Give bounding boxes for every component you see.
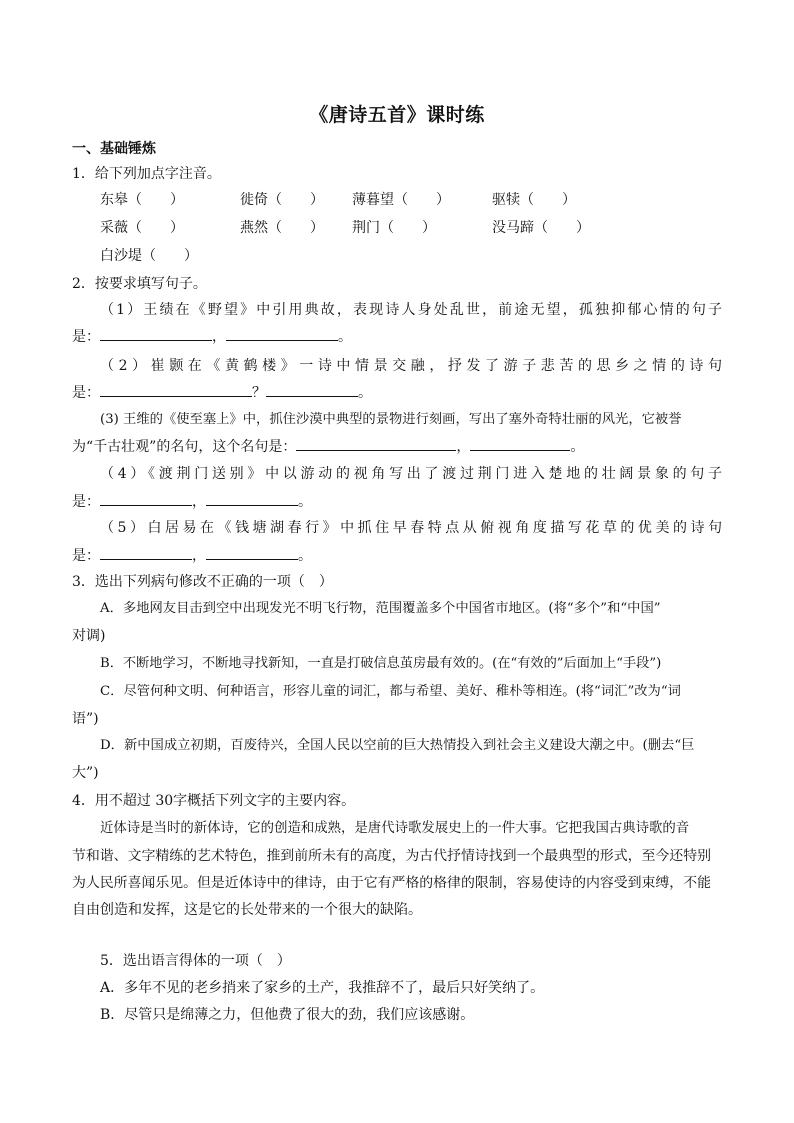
answer-end: 。 xyxy=(358,385,372,401)
answer-blank[interactable] xyxy=(100,492,192,506)
pinyin-item: 荆门（ ） xyxy=(352,220,436,236)
pinyin-item: 薄暮望（ ） xyxy=(352,192,450,208)
answer-prefix: 是： xyxy=(72,385,100,401)
option-d: D．新中国成立初期，百废待兴，全国人民以空前的巨大热情投入到社会主义建设大潮之中。(删去“巨 xyxy=(100,738,695,753)
question-2-sub-1-answer xyxy=(72,327,722,347)
pinyin-item: 白沙堤（ ） xyxy=(100,248,198,264)
passage-line: 自由创造和发挥，这是它的长处带来的一个很大的缺陷。 xyxy=(72,902,422,918)
answer-blank[interactable] xyxy=(206,492,298,506)
option-a: A．多地网友目击到空中出现发光不明飞行物，范围覆盖多个中国省市地区。(将“多个”和“中国” xyxy=(100,601,661,616)
option-a: A．多年不见的老乡捎来了家乡的土产，我推辞不了，最后只好笑纳了。 xyxy=(100,980,545,996)
answer-prefix: 是： xyxy=(72,494,100,510)
answer-separator: ， xyxy=(212,329,226,345)
answer-separator: ， xyxy=(192,494,206,510)
answer-blank[interactable] xyxy=(266,383,358,397)
answer-blank[interactable] xyxy=(226,327,338,341)
pinyin-item: 燕然（ ） xyxy=(240,220,324,236)
answer-blank[interactable] xyxy=(100,546,192,560)
option-a-continued: 对调) xyxy=(72,628,106,644)
answer-end: 。 xyxy=(298,548,312,564)
question-2-stem: 2．按要求填写句子。 xyxy=(72,276,207,292)
question-2-sub-2: （2）崔颢在《黄鹤楼》一诗中情景交融，抒发了游子悲苦的思乡之情的诗句 xyxy=(100,358,722,374)
section-heading: 一、基础锤炼 xyxy=(72,141,156,157)
answer-end: 。 xyxy=(338,329,352,345)
answer-prefix: 是： xyxy=(72,329,100,345)
question-5-stem: 5．选出语言得体的一项（ ） xyxy=(100,953,291,969)
pinyin-item: 徙倚（ ） xyxy=(240,192,324,208)
option-c-continued: 语”) xyxy=(72,711,99,727)
question-2-sub-3: (3) 王维的《使至塞上》中，抓住沙漠中典型的景物进行刻画，写出了塞外奇特壮丽的风光，它被誉 xyxy=(100,412,682,427)
question-3-stem: 3．选出下列病句修改不正确的一项（ ） xyxy=(72,574,333,590)
option-b: B．尽管只是绵薄之力，但他费了很大的劲，我们应该感谢。 xyxy=(100,1007,475,1023)
answer-separator: ， xyxy=(456,439,471,455)
question-2-sub-1: （1）王绩在《野望》中引用典故，表现诗人身处乱世，前途无望，孤独抑郁心情的句子 xyxy=(100,302,722,318)
option-b: B．不断地学习，不断地寻找新知，一直是打破信息茧房最有效的。(在“有效的”后面加上“手段”) xyxy=(100,656,662,671)
question-4-stem: 4．用不超过 30字概括下列文字的主要内容。 xyxy=(72,793,356,809)
answer-prefix: 为“千古壮观”的名句，这个名句是： xyxy=(72,439,297,455)
page-title: 《唐诗五首》课时练 xyxy=(309,104,485,126)
answer-blank[interactable] xyxy=(100,327,212,341)
pinyin-item: 没马蹄（ ） xyxy=(492,220,590,236)
answer-blank[interactable] xyxy=(470,437,570,451)
question-2-sub-2-answer xyxy=(72,383,722,403)
option-d-continued: 大”) xyxy=(72,765,99,781)
question-2-sub-5-answer xyxy=(72,546,722,566)
answer-separator: ， xyxy=(192,548,206,564)
question-1-stem: 1．给下列加点字注音。 xyxy=(72,166,221,182)
answer-end: 。 xyxy=(298,494,312,510)
answer-prefix: 是： xyxy=(72,548,100,564)
answer-blank[interactable] xyxy=(100,383,252,397)
question-2-sub-4-answer xyxy=(72,492,722,512)
question-2-sub-5: （5）白居易在《钱塘湖春行》中抓住早春特点从俯视角度描写花草的优美的诗句 xyxy=(100,520,722,536)
answer-blank[interactable] xyxy=(206,546,298,560)
answer-end: 。 xyxy=(570,439,585,455)
pinyin-item: 驱犊（ ） xyxy=(492,192,576,208)
passage-line: 节和谐、文字精练的艺术特色，推到前所未有的高度，为古代抒情诗找到一个最典型的形式，至今还特别 xyxy=(72,848,711,864)
pinyin-item: 东皋（ ） xyxy=(100,192,184,208)
passage-line: 为人民所喜闻乐见。但是近体诗中的律诗，由于它有严格的格律的限制，容易使诗的内容受到束缚，不能 xyxy=(72,875,711,891)
option-c: C．尽管何种文明、何种语言，形容儿童的词汇，都与希望、美好、稚朴等相连。(将“词汇”改为“词 xyxy=(100,684,681,699)
answer-separator: ？ xyxy=(252,385,266,401)
pinyin-item: 采薇（ ） xyxy=(100,220,184,236)
question-2-sub-3-answer xyxy=(72,437,722,457)
passage-line: 近体诗是当时的新体诗，它的创造和成熟，是唐代诗歌发展史上的一件大事。它把我国古典诗歌的音 xyxy=(100,821,690,836)
question-2-sub-4: （4）《渡荆门送别》中以游动的视角写出了渡过荆门进入楚地的壮阔景象的句子 xyxy=(100,466,722,482)
answer-blank[interactable] xyxy=(296,437,456,451)
